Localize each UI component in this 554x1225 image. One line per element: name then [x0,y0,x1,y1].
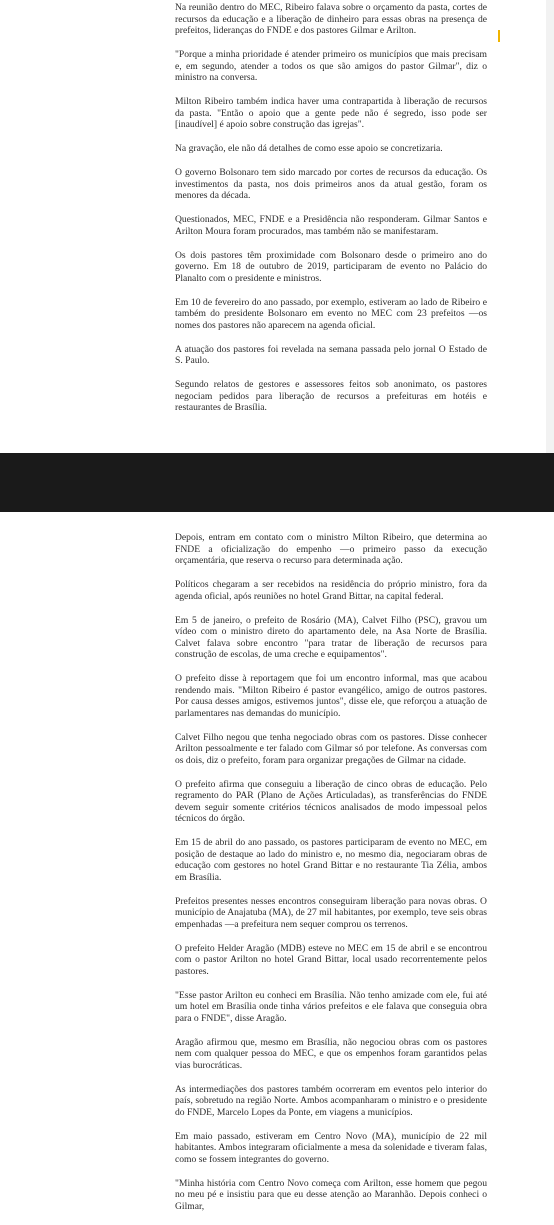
document-page-2 [0,512,554,1212]
paragraph: Depois, entram em contato com o ministro Milton Ribeiro, que determina ao FNDE a oficialização do empenho —o primeiro passo da execução orçamentária, que reserva o recurso para determinada ação. [175,532,487,566]
paragraph: "Porque a minha prioridade é atender primeiro os municípios que mais precisam e, em segundo, atender a todos os que são amigos do pastor Gilmar", diz o ministro na conversa. [175,49,487,83]
paragraph: Os dois pastores têm proximidade com Bolsonaro desde o primeiro ano do governo. Em 18 de outubro de 2019, participaram de evento no Palácio do Planalto com o presidente e ministros. [175,249,487,284]
paragraph: Em 5 de janeiro, o prefeito de Rosário (MA), Calvet Filho (PSC), gravou um vídeo com o ministro direto do apartamento dele, na Asa Norte de Brasília. Calvet falava sobre encontro "para tratar de liberação de recursos para construção de escolas, de uma creche e equipamentos". [175,614,487,660]
paragraph: As intermediações dos pastores também ocorreram em eventos pelo interior do país, sobretudo na região Norte. Ambos acompanharam o ministro e o presidente do FNDE, Marcelo Lopes da Ponte, em viagens a municípios. [175,1083,487,1118]
document-page-1 [0,0,554,453]
paragraph: Políticos chegaram a ser recebidos na residência do próprio ministro, fora da agenda oficial, após reuniões no hotel Grand Bittar, na capital federal. [175,579,487,602]
page-2-text [175,532,487,1225]
paragraph: Em 10 de fevereiro do ano passado, por exemplo, estiveram ao lado de Ribeiro e também do presidente Bolsonaro em evento no MEC com 23 prefeitos —os nomes dos pastores não aparecem na agenda oficial. [175,296,487,331]
paragraph: O prefeito disse à reportagem que foi um encontro informal, mas que acabou rendendo mais. "Milton Ribeiro é pastor evangélico, amigo de outros pastores. Por causa desses amigos, estivemos juntos", disse ele, que reforçou a atuação de parlamentares nas demandas do município. [175,673,487,719]
paragraph: Na gravação, ele não dá detalhes de como esse apoio se concretizaria. [175,143,443,154]
paragraph: Em maio passado, estiveram em Centro Novo (MA), município de 22 mil habitantes. Ambos integraram oficialmente a mesa da solenidade e tiveram falas, como se fossem integrantes do governo. [175,1130,487,1165]
paragraph: Prefeitos presentes nesses encontros conseguiram liberação para novas obras. O município de Anajatuba (MA), de 27 mil habitantes, por exemplo, teve seis obras empenhadas —a prefeitura nem sequer comprou os terrenos. [175,895,487,930]
text-cursor [498,30,500,42]
paragraph: Em 15 de abril do ano passado, os pastores participaram de evento no MEC, em posição de destaque ao lado do ministro e, no mesmo dia, negociaram obras de educação com gestores no hotel Grand Bittar e no restaurante Tia Zélia, ambos em Brasília. [175,837,487,883]
paragraph: Aragão afirmou que, mesmo em Brasília, não negociou obras com os pastores nem com qualquer pessoa do MEC, e que os empenhos foram garantidos pelas vias burocráticas. [175,1036,487,1071]
page-1-text [175,2,487,426]
paragraph: A atuação dos pastores foi revelada na semana passada pelo jornal O Estado de S. Paulo. [175,343,487,366]
paragraph: O prefeito afirma que conseguiu a liberação de cinco obras de educação. Pelo regramento do PAR (Plano de Ações Articuladas), as transferências do FNDE devem seguir somente critérios técnicos analisados de modo impessoal pelos técnicos do órgão. [175,778,487,824]
paragraph: Questionados, MEC, FNDE e a Presidência não responderam. Gilmar Santos e Arilton Moura foram procurados, mas também não se manifestaram. [175,214,487,237]
page-separator [0,453,554,512]
paragraph: Milton Ribeiro também indica haver uma contrapartida à liberação de recursos da pasta. "Então o apoio que a gente pede não é segredo, isso pode ser [inaudível] é apoio sobre construção das igrejas". [175,96,487,130]
paragraph: Segundo relatos de gestores e assessores feitos sob anonimato, os pastores negociam pedidos para liberação de recursos a prefeituras em hotéis e restaurantes de Brasília. [175,379,487,413]
paragraph: Na reunião dentro do MEC, Ribeiro falava sobre o orçamento da pasta, cortes de recursos da educação e a liberação de dinheiro para essas obras na presença de prefeitos, lideranças do FNDE e dos pastores Gilmar e Arilton. [175,2,487,36]
paragraph: "Esse pastor Arilton eu conheci em Brasília. Não tenho amizade com ele, fui até um hotel em Brasília onde tinha vários prefeitos e ele falava que conseguia obra para o FNDE", disse Aragão. [175,989,487,1024]
paragraph: O governo Bolsonaro tem sido marcado por cortes de recursos da educação. Os investimentos da pasta, nos dois primeiros anos da atual gestão, foram os menores da década. [175,167,487,201]
paragraph: "Minha história com Centro Novo começa com Arilton, esse homem que pegou no meu pé e insistiu para que eu desse atenção ao Maranhão. Depois conheci o Gilmar, [175,1177,487,1212]
paragraph: Calvet Filho negou que tenha negociado obras com os pastores. Disse conhecer Arilton pessoalmente e ter falado com Gilmar só por telefone. As conversas com os dois, diz o prefeito, foram para organizar pregações de Gilmar na cidade. [175,731,487,766]
page-edge-shadow [546,0,554,453]
paragraph: O prefeito Helder Aragão (MDB) esteve no MEC em 15 de abril e se encontrou com o pastor Arilton no hotel Grand Bittar, local usado recorrentemente pelos pastores. [175,942,487,977]
